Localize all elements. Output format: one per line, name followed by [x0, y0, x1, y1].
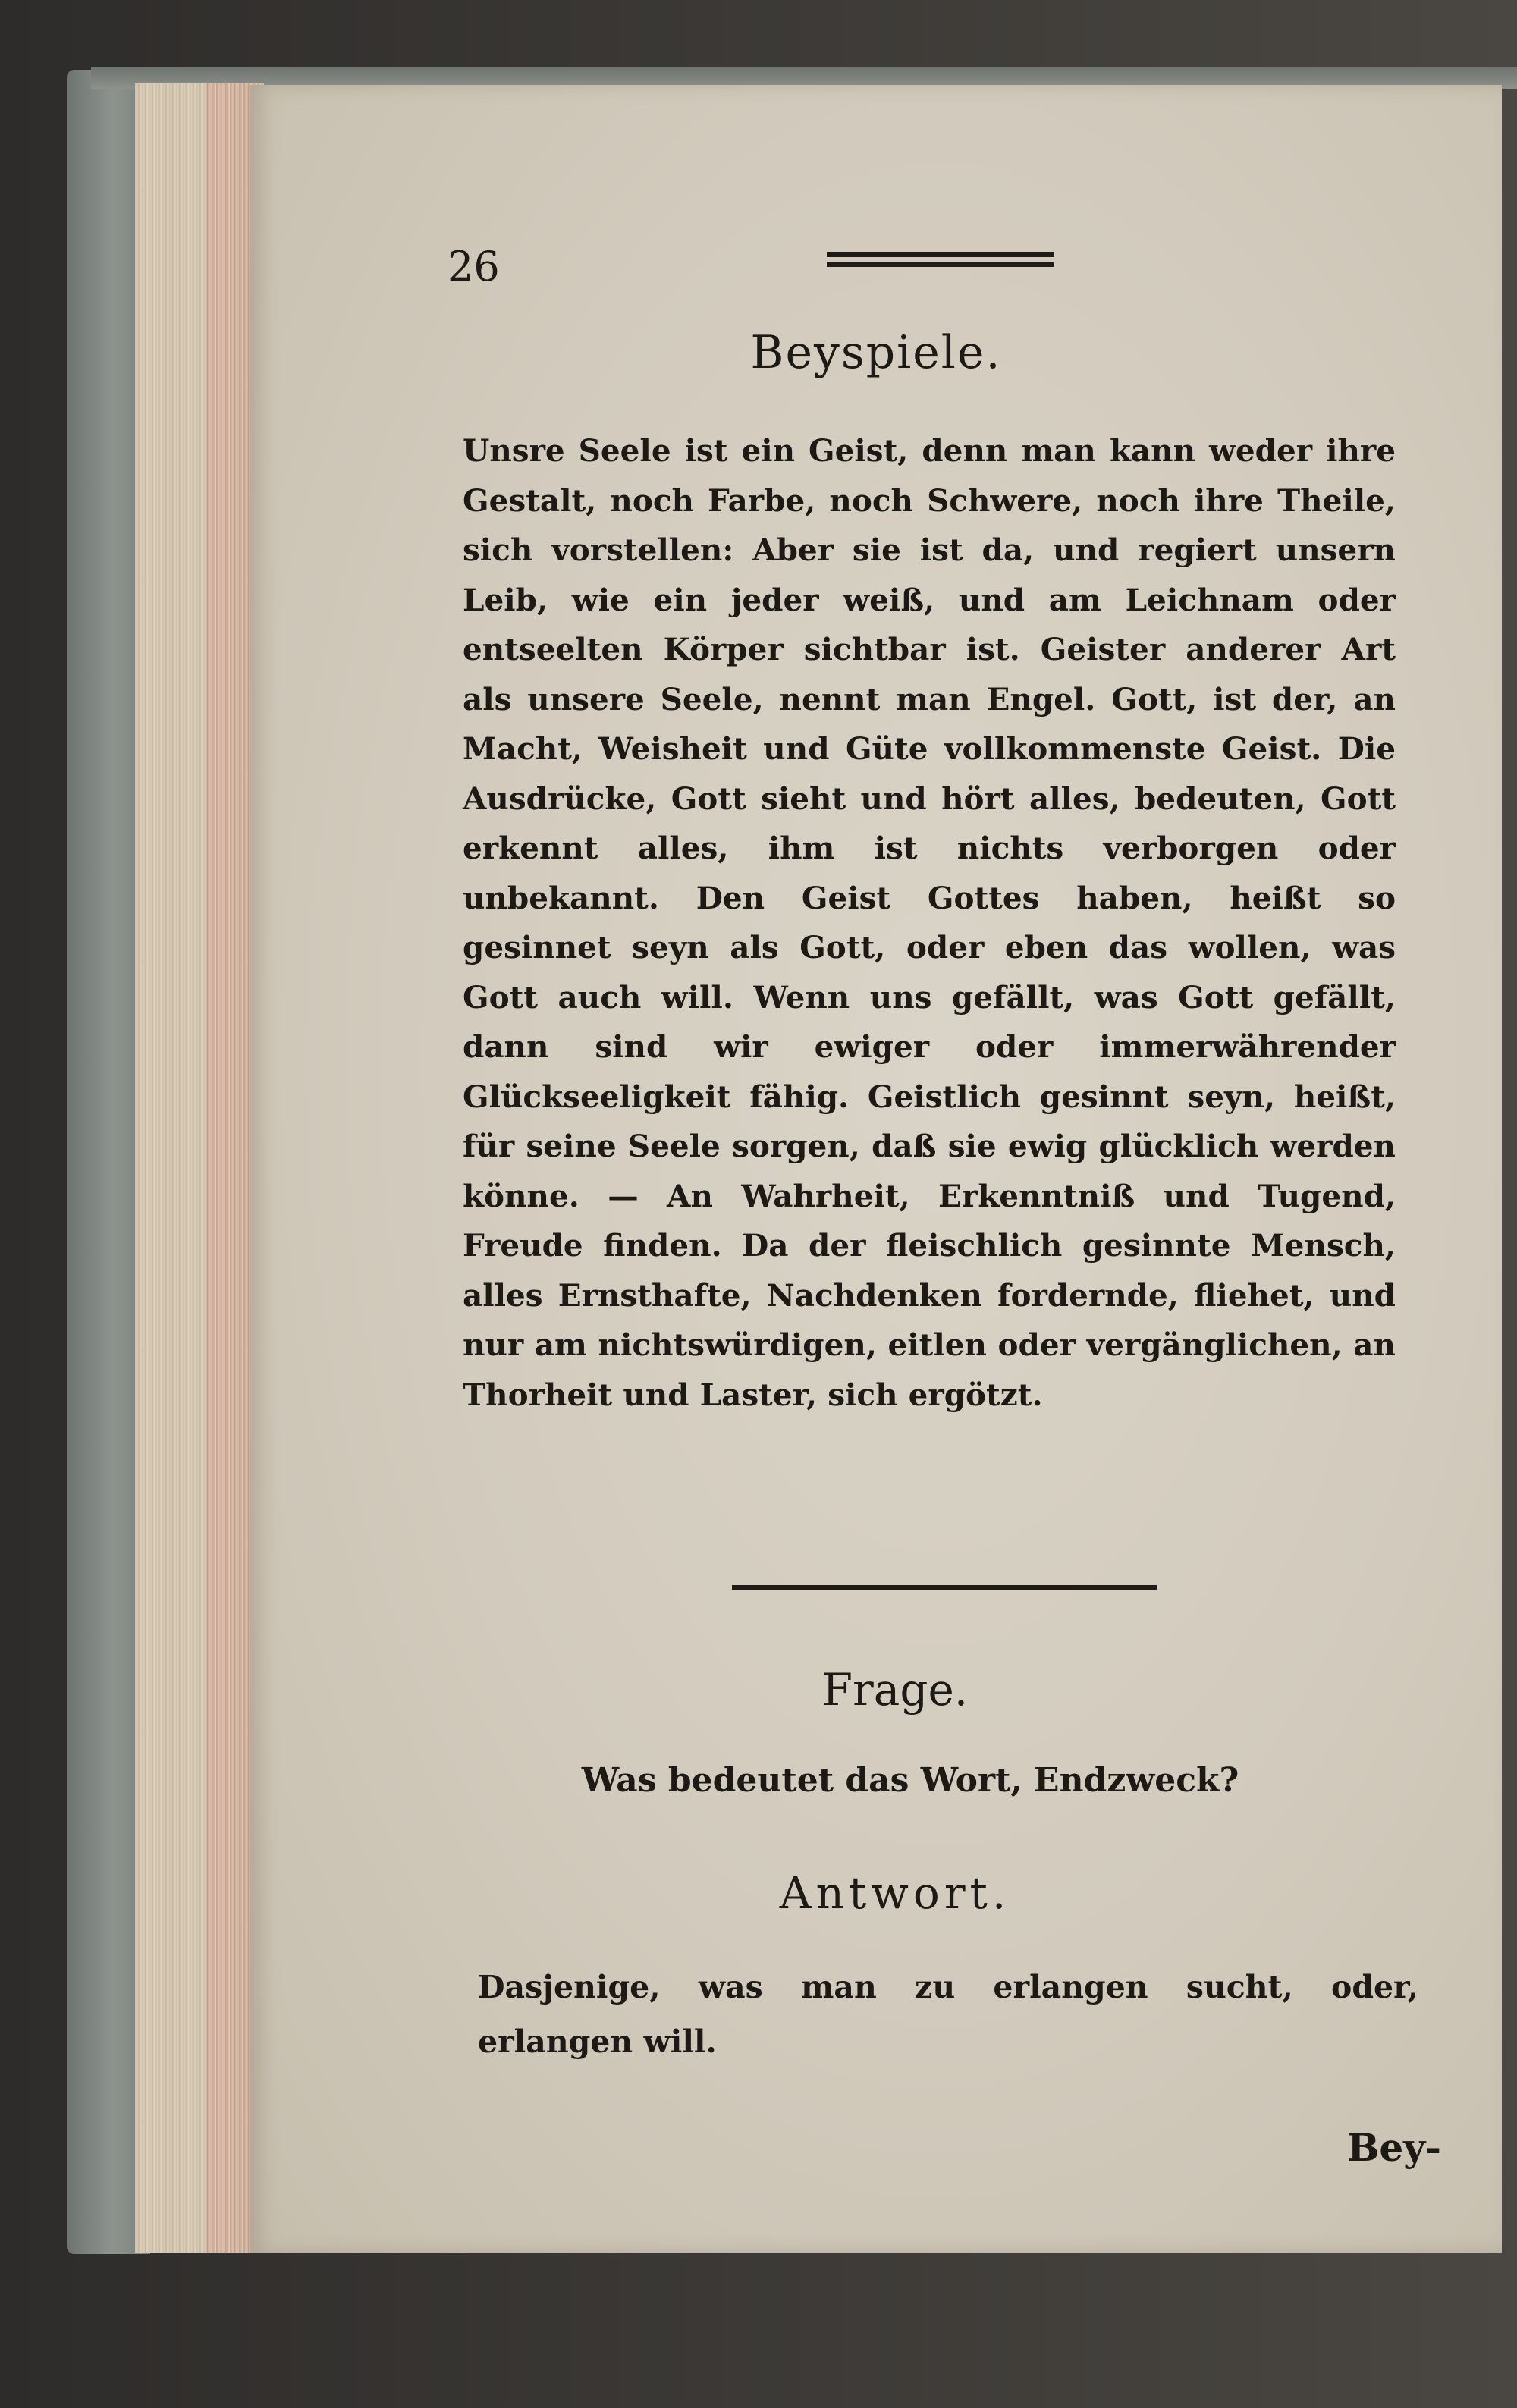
section-divider [732, 1585, 1157, 1590]
header-double-rule [827, 252, 1054, 273]
page-edge-stack [135, 83, 264, 2253]
book-page [250, 85, 1502, 2253]
answer-text: Dasjenige, was man zu erlangen sucht, oder, erlangen will. [478, 1969, 1418, 2060]
catchword: Bey- [1347, 2125, 1441, 2170]
question-label: Frage. [821, 1664, 969, 1716]
answer-label: Antwort. [779, 1867, 1011, 1919]
section-heading: Beyspiele. [750, 326, 1002, 379]
page-number: 26 [448, 243, 500, 290]
question-text: Was bedeutet das Wort, Endzweck? [581, 1761, 1239, 1800]
body-paragraph: Unsre Seele ist ein Geist, denn man kann weder ihre Gestalt, noch Farbe, noch Schwere, noch ihre Theile, sich vorstellen: Aber sie ist da, und regiert unsern Leib, wie ein jeder weiß, und am Leichnam oder entseelten Körper sichtbar ist. Geister anderer Art als unsere Seele, nennt man Engel. Gott, ist der, an Macht, Weisheit und Güte vollkommenste Geist. Die Ausdrücke, Gott sieht und hört alles, bedeuten, Gott erkennt alles, ihm ist nichts verborgen oder unbekannt. Den Geist Gottes haben, heißt so gesinnet seyn als Gott, oder eben das wollen, was Gott auch will. Wenn uns gefällt, was Gott gefällt, dann sind wir ewiger oder immerwährender Glückseeligkeit fähig. Geistlich gesinnt seyn, heißt, für seine Seele sorgen, daß sie ewig glücklich werden könne. — An Wahrheit, Erkenntniß und Tugend, Freude finden. Da der fleischlich gesinnte Mensch, alles Ernsthafte, Nachdenken fordernde, fliehet, und nur am nichtswürdigen, eitlen oder vergänglichen, an Thorheit und Laster, sich ergötzt. [463, 432, 1396, 1413]
